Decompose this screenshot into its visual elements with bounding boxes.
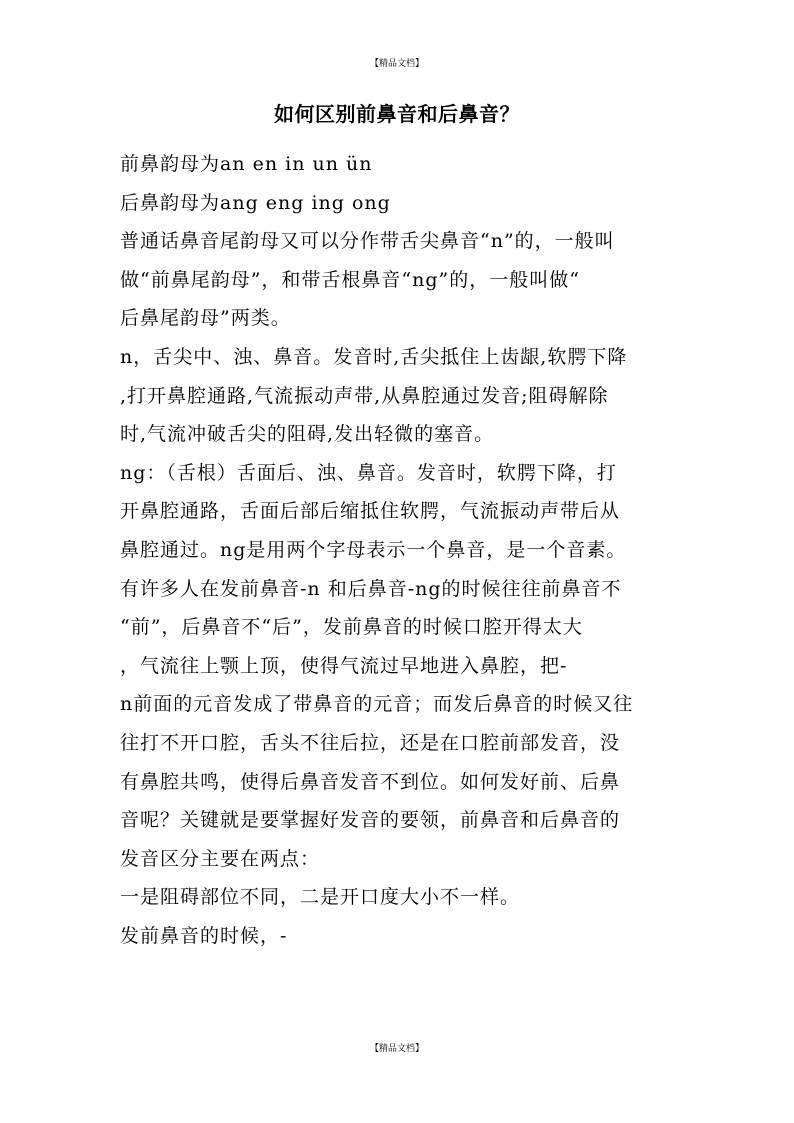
page-footer-tag: 【精品文档】 — [369, 1044, 424, 1054]
body-line: 音呢？关键就是要掌握好发音的要领，前鼻音和后鼻音的 — [120, 809, 621, 832]
body-line: 鼻腔通过。ng是用两个字母表示一个鼻音，是一个音素。 — [120, 538, 627, 561]
body-line: ，气流往上颚上顶，使得气流过早地进入鼻腔，把- — [120, 654, 568, 677]
body-line: 普通话鼻音尾韵母又可以分作带舌尖鼻音“n”的，一般叫 — [120, 230, 615, 253]
body-line: 往打不开口腔，舌头不往后拉，还是在口腔前部发音，没 — [120, 731, 621, 754]
body-line: ng：（舌根）舌面后、浊、鼻音。发音时，软腭下降，打 — [120, 461, 617, 484]
document-body — [120, 145, 675, 955]
body-line: 做“前鼻尾韵母”，和带舌根鼻音“ng”的，一般叫做“ — [120, 268, 580, 291]
body-line: 后鼻韵母为ang eng ing ong — [120, 191, 391, 214]
body-line: ,打开鼻腔通路,气流振动声带,从鼻腔通过发音;阻碍解除 — [120, 384, 609, 407]
body-line: 发前鼻音的时候，- — [120, 924, 288, 947]
body-line: 时,气流冲破舌尖的阻碍,发出轻微的塞音。 — [120, 423, 495, 446]
body-line: 有鼻腔共鸣，使得后鼻音发音不到位。如何发好前、后鼻 — [120, 770, 621, 793]
body-line: 前鼻韵母为an en in un ün — [120, 153, 373, 175]
body-line: 发音区分主要在两点： — [120, 847, 321, 870]
body-line: n前面的元音发成了带鼻音的元音；而发后鼻音的时候又往 — [120, 693, 634, 716]
document-title: 如何区别前鼻音和后鼻音？ — [274, 102, 520, 126]
body-line: n，舌尖中、浊、鼻音。发音时,舌尖抵住上齿龈,软腭下降 — [120, 345, 628, 368]
body-line: 一是阻碍部位不同，二是开口度大小不一样。 — [120, 886, 521, 909]
body-line: 有许多人在发前鼻音-n 和后鼻音-ng的时候往往前鼻音不 — [120, 577, 622, 600]
body-line: 后鼻尾韵母”两类。 — [120, 307, 291, 330]
page-header-tag: 【精品文档】 — [369, 59, 424, 69]
body-line: 开鼻腔通路，舌面后部后缩抵住软腭，气流振动声带后从 — [120, 500, 621, 523]
body-line: “前”，后鼻音不“后”，发前鼻音的时候口腔开得太大 — [120, 616, 583, 639]
